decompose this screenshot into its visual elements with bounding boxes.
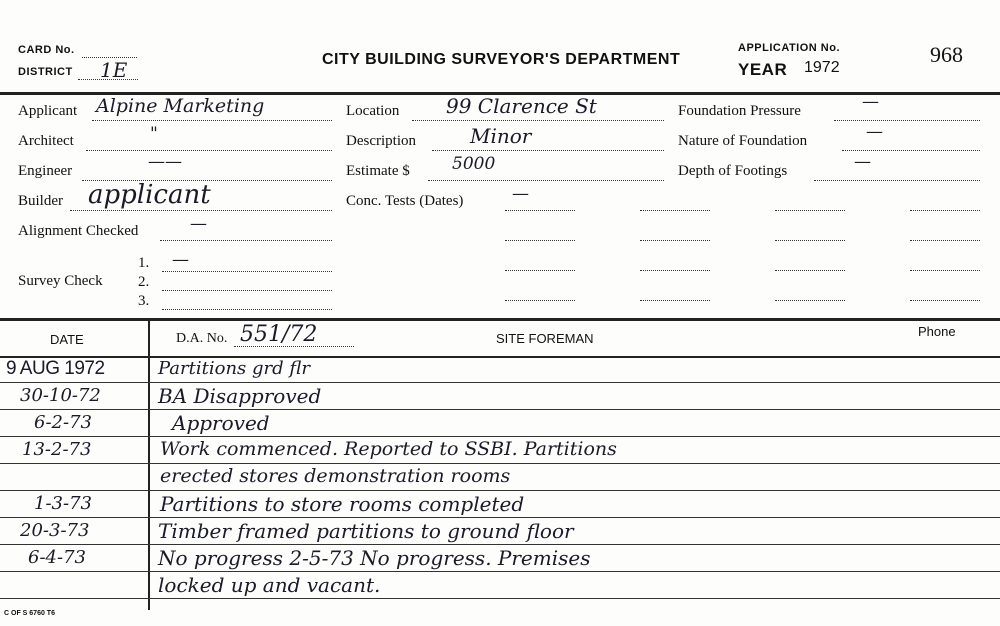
log-date: 30-10-72 (20, 385, 101, 406)
phone-header: Phone (918, 324, 956, 339)
conc-date-line-7 (775, 240, 845, 241)
log-entry: No progress 2-5-73 No progress. Premises (158, 546, 591, 570)
conc-date-line-9 (505, 270, 575, 271)
survey-check-label: Survey Check (18, 273, 103, 289)
log-date: 1-3-73 (34, 493, 92, 514)
card-no-label: CARD No. (18, 44, 75, 56)
survey-2-label: 2. (138, 274, 150, 290)
foundation-pressure-label: Foundation Pressure (678, 103, 801, 119)
foundation-pressure-value: — (862, 92, 879, 112)
nature-of-foundation-line (842, 150, 980, 151)
alignment-value: — (190, 214, 207, 234)
conc-date-line-4 (910, 210, 980, 211)
alignment-line (160, 240, 332, 241)
log-row-line (0, 517, 1000, 518)
log-entry: Timber framed partitions to ground floor (158, 519, 574, 543)
architect-label: Architect (18, 133, 74, 149)
depth-of-footings-line (814, 180, 980, 181)
survey-3-line (162, 309, 332, 310)
district-value: 1E (100, 58, 128, 82)
survey-1-value: — (172, 250, 189, 270)
conc-date-line-14 (640, 300, 710, 301)
log-row-line (0, 463, 1000, 464)
conc-date-line-10 (640, 270, 710, 271)
foundation-pressure-line (834, 120, 980, 121)
log-entry: Work commenced. Reported to SSBI. Partitions (160, 438, 617, 460)
log-date-divider (148, 318, 150, 610)
nature-of-foundation-label: Nature of Foundation (678, 133, 808, 149)
da-label: D.A. No. (176, 331, 228, 346)
application-number: 968 (930, 42, 963, 67)
date-header: DATE (50, 332, 84, 347)
department-title: CITY BUILDING SURVEYOR'S DEPARTMENT (322, 51, 681, 68)
conc-date-line-8 (910, 240, 980, 241)
applicant-value: Alpine Marketing (96, 95, 265, 117)
log-row-line (0, 544, 1000, 545)
district-label: DISTRICT (18, 66, 73, 78)
estimate-line (428, 180, 664, 181)
log-header-border (0, 356, 1000, 358)
location-line (412, 120, 664, 121)
year-label: YEAR (738, 60, 788, 79)
conc-date-line-13 (505, 300, 575, 301)
da-value: 551/72 (240, 322, 318, 347)
architect-line (86, 150, 332, 151)
location-label: Location (346, 103, 400, 119)
conc-date-line-3 (775, 210, 845, 211)
year-value: 1972 (804, 59, 840, 76)
log-entry: Partitions to store rooms completed (160, 492, 525, 516)
form-code: C OF S 6760 T6 (4, 610, 55, 617)
engineer-label: Engineer (18, 163, 73, 179)
log-entry: Partitions grd flr (158, 358, 310, 379)
survey-1-line (162, 271, 332, 272)
log-row-line (0, 571, 1000, 572)
log-entry: locked up and vacant. (158, 573, 381, 597)
log-date: 9 AUG 1972 (6, 358, 105, 379)
log-row-line (0, 382, 1000, 383)
conc-date-line-1 (505, 210, 575, 211)
conc-tests-value: — (512, 184, 529, 204)
conc-date-line-5 (505, 240, 575, 241)
log-top-border (0, 318, 1000, 321)
conc-date-line-6 (640, 240, 710, 241)
log-row-line (0, 490, 1000, 491)
conc-date-line-11 (775, 270, 845, 271)
conc-tests-label: Conc. Tests (Dates) (346, 193, 464, 209)
survey-1-label: 1. (138, 255, 150, 271)
site-foreman-header: SITE FOREMAN (496, 331, 594, 346)
builder-label: Builder (18, 193, 63, 209)
estimate-value: 5000 (452, 154, 496, 174)
conc-date-line-12 (910, 270, 980, 271)
log-entry: erected stores demonstration rooms (160, 465, 511, 487)
builder-value: applicant (88, 180, 211, 210)
depth-of-footings-value: — (854, 152, 871, 172)
conc-date-line-15 (775, 300, 845, 301)
log-entry: Approved (172, 411, 270, 435)
architect-value: " (150, 124, 158, 144)
location-value: 99 Clarence St (446, 94, 597, 118)
conc-date-line-2 (640, 210, 710, 211)
depth-of-footings-label: Depth of Footings (678, 163, 788, 179)
log-row-line (0, 409, 1000, 410)
survey-3-label: 3. (138, 293, 150, 309)
log-entry: BA Disapproved (158, 384, 322, 408)
log-date: 6-2-73 (34, 412, 92, 433)
log-date: 6-4-73 (28, 547, 86, 568)
log-row-line (0, 436, 1000, 437)
conc-date-line-16 (910, 300, 980, 301)
estimate-label: Estimate $ (346, 163, 410, 179)
survey-2-line (162, 290, 332, 291)
log-date: 13-2-73 (22, 439, 92, 460)
alignment-label: Alignment Checked (18, 223, 139, 239)
applicant-label: Applicant (18, 103, 78, 119)
nature-of-foundation-value: — (866, 122, 883, 142)
description-line (432, 150, 664, 151)
description-value: Minor (470, 124, 532, 148)
applicant-line (92, 120, 332, 121)
builder-line (70, 210, 332, 211)
engineer-value: —— (148, 152, 182, 172)
application-label: APPLICATION No. (738, 42, 841, 54)
description-label: Description (346, 133, 416, 149)
log-date: 20-3-73 (20, 520, 90, 541)
log-row-line (0, 598, 1000, 599)
